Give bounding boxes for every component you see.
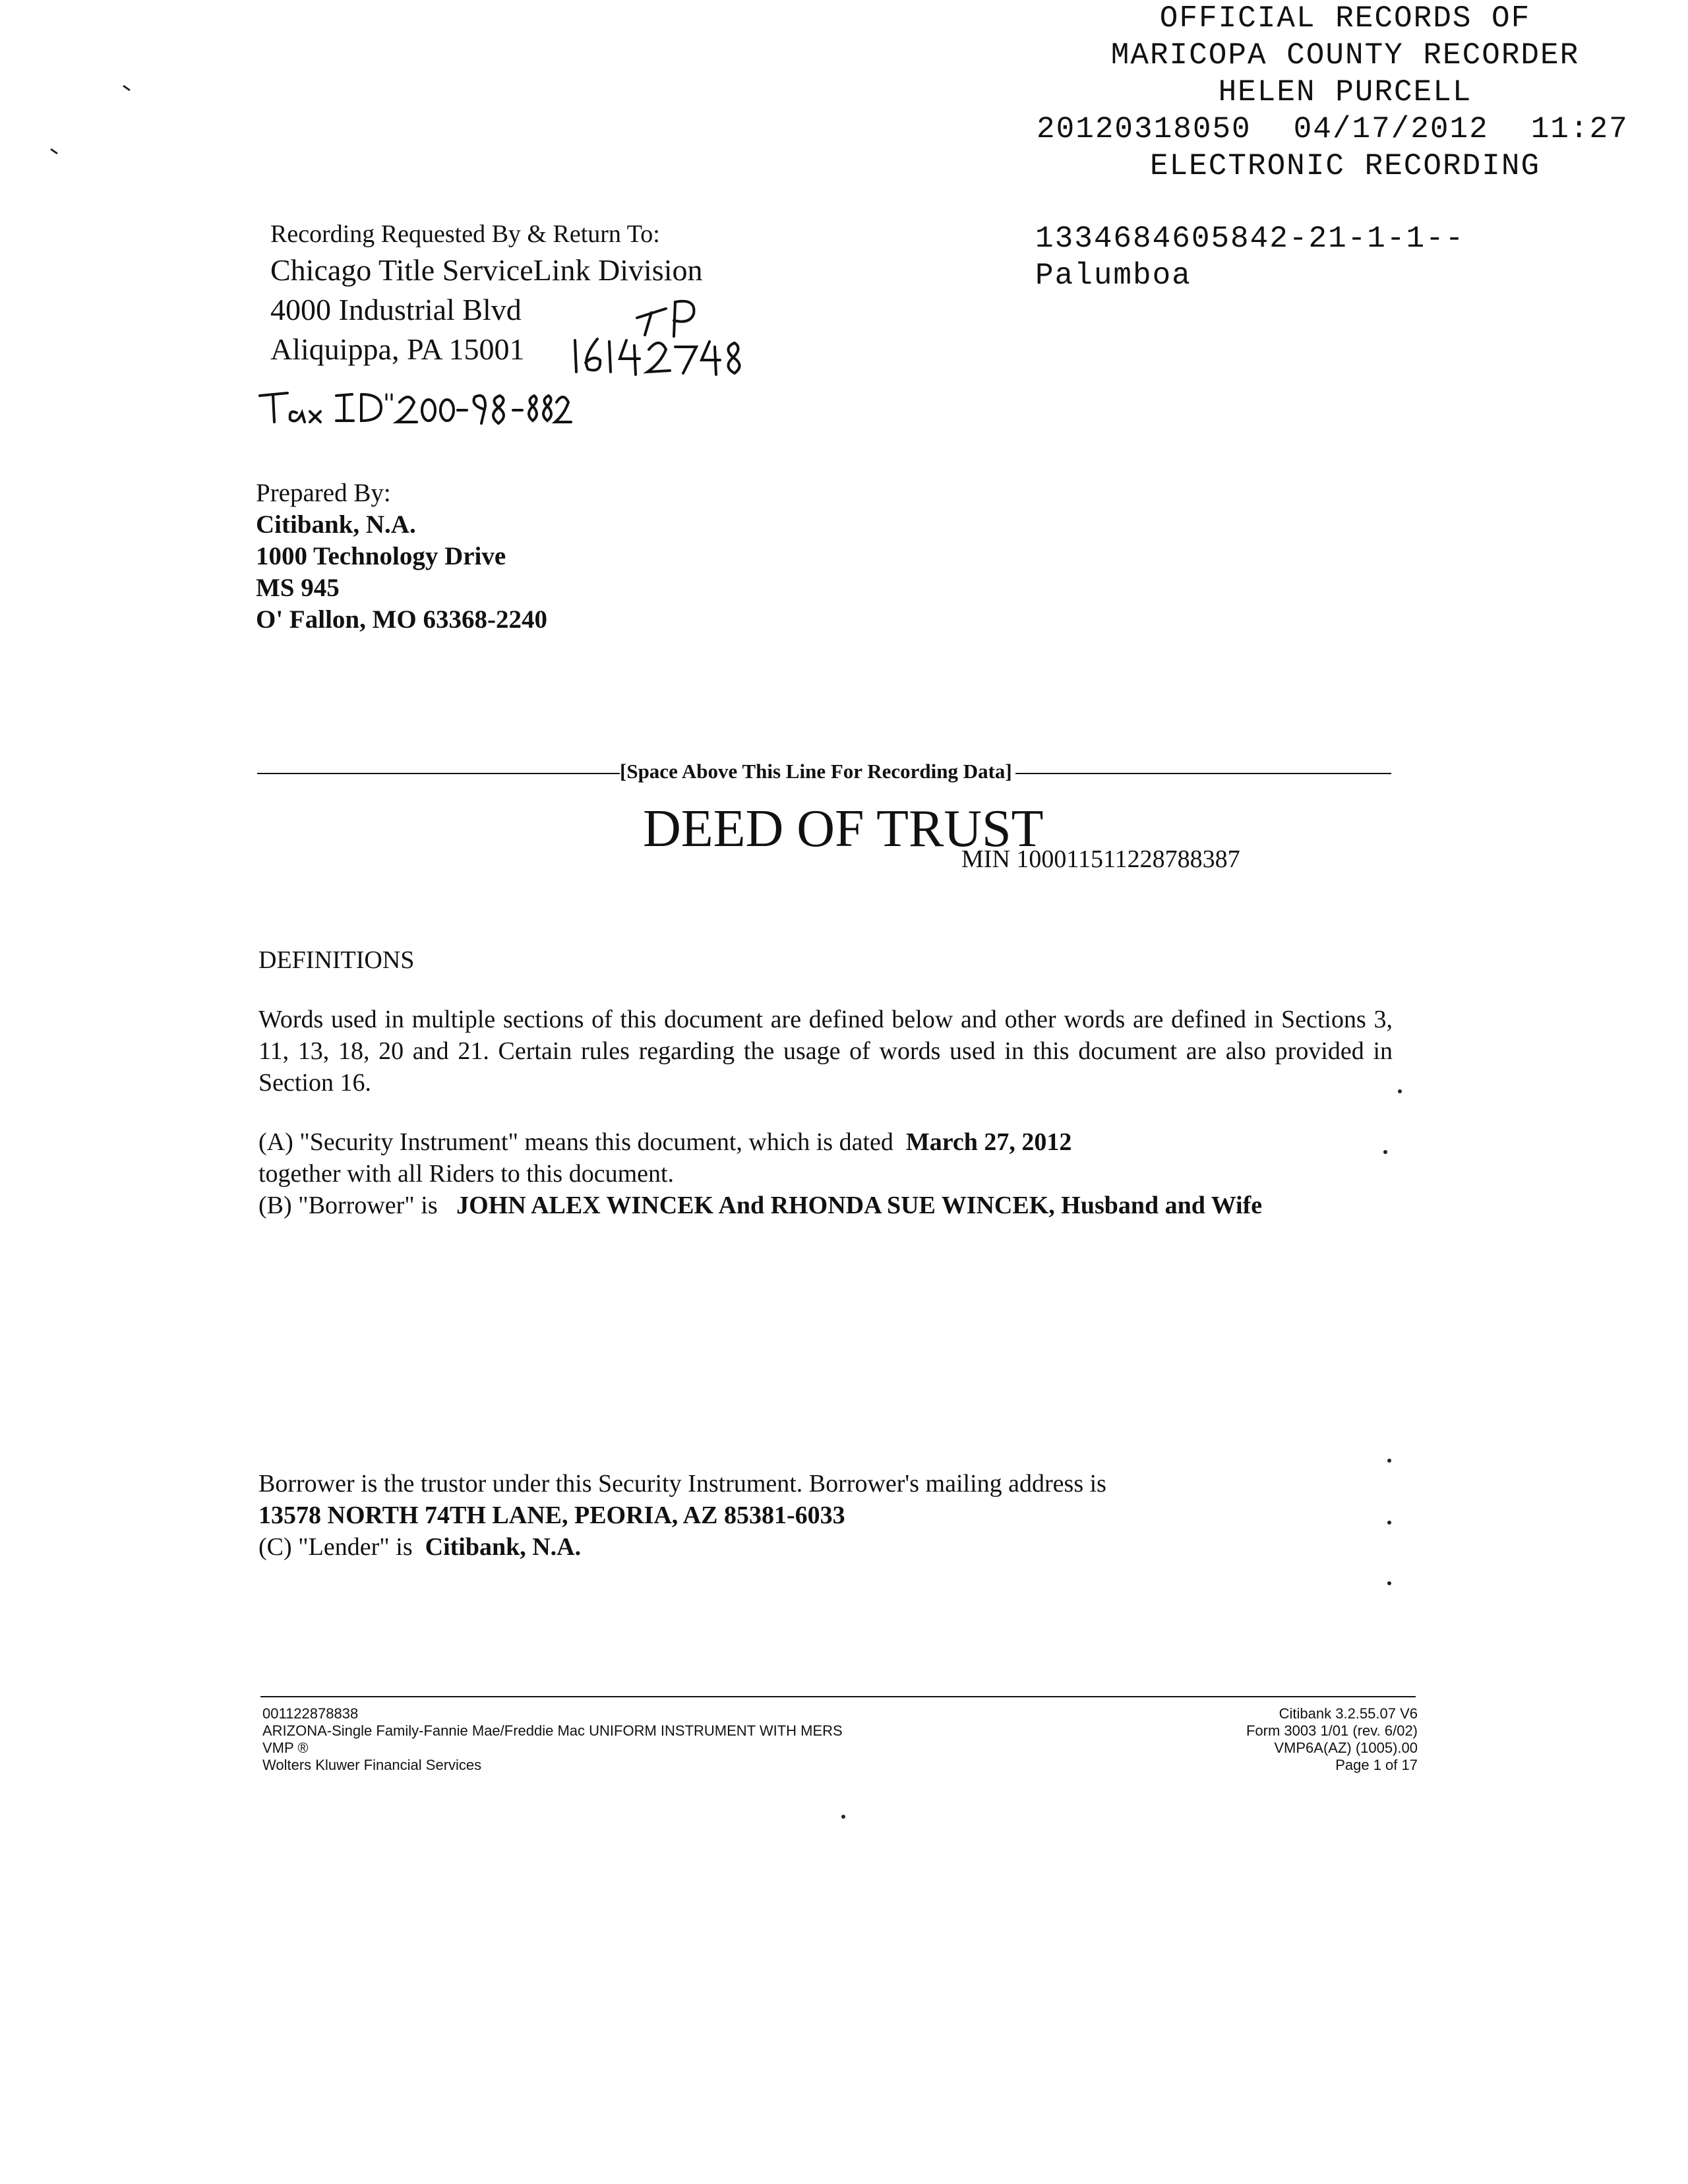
footer-right [1121,1705,1418,1774]
definitions-intro: Words used in multiple sections of this document are defined below and other words are defined in Sections 3, 11, 13, 18, 20 and 21. Certain rules regarding the usage of words used in this document are also provided in Section 16. [258,1006,1393,1097]
footer-form-number: Form 3003 1/01 (rev. 6/02) [1246,1722,1418,1739]
prepared-by-city: O' Fallon, MO 63368-2240 [256,605,547,634]
recording-doc-number: 20120318050 [1037,112,1251,146]
footer-vmp: VMP ® [262,1740,309,1756]
scan-dot [1387,1581,1391,1585]
footer-vmp-code: VMP6A(AZ) (1005).00 [1274,1740,1418,1756]
footer-form-description: ARIZONA-Single Family-Fannie Mae/Freddie Mac UNIFORM INSTRUMENT WITH MERS [262,1722,843,1739]
divider-rule-left [257,773,626,774]
scan-dot [1387,1459,1391,1463]
prepared-by-label: Prepared By: [256,479,391,507]
footer-loan-number: 001122878838 [262,1705,359,1722]
return-to-city: Aliquippa, PA 15001 [270,332,525,366]
footer-version: Citibank 3.2.55.07 V6 [1279,1705,1418,1722]
footer-publisher: Wolters Kluwer Financial Services [262,1757,482,1773]
scan-dot [841,1815,845,1819]
return-to-street: 4000 Industrial Blvd [270,293,522,326]
definition-a [258,1126,1071,1158]
definition-a-date: March 27, 2012 [905,1128,1072,1156]
handwritten-tax-id [256,386,572,429]
recording-id-number: 1334684605842-21-1-1-- [1035,222,1465,256]
scan-dot [1398,1089,1402,1093]
recording-id-name: Palumboa [1035,258,1191,293]
recording-time: 11:27 [1530,112,1629,146]
handwritten-number [570,332,746,380]
prepared-by-company: Citibank, N.A. [256,510,416,539]
recording-data-divider [257,760,1391,786]
definition-b [258,1190,1262,1221]
recording-date: 04/17/2012 [1293,112,1489,146]
definition-c-lender: Citibank, N.A. [425,1533,582,1561]
definition-a-continued: together with all Riders to this document. [258,1160,675,1188]
definition-b-text: (B) "Borrower" is [258,1192,438,1219]
document-title: DEED OF TRUST [643,800,1044,858]
return-to-label: Recording Requested By & Return To: [270,220,660,248]
definition-c-text: (C) "Lender" is [258,1533,413,1561]
prepared-by-block [256,477,547,636]
recorder-line-4 [1029,111,1662,148]
recorder-line-5: ELECTRONIC RECORDING [1149,149,1541,183]
footer-left [262,1705,843,1774]
recorder-line-2: MARICOPA COUNTY RECORDER [1110,38,1580,73]
trustor-statement: Borrower is the trustor under this Security Instrument. Borrower's mailing address is [258,1470,1106,1498]
recorder-line-1: OFFICIAL RECORDS OF [1159,1,1531,36]
definition-b-borrower: JOHN ALEX WINCEK And RHONDA SUE WINCEK, Husband and Wife [456,1192,1263,1219]
scan-dot [1383,1150,1387,1154]
prepared-by-ms: MS 945 [256,574,340,602]
definitions-heading: DEFINITIONS [258,946,415,974]
divider-label: [Space Above This Line For Recording Data] [620,760,1012,783]
footer-page-number: Page 1 of 17 [1335,1757,1418,1773]
recorder-header [1029,0,1662,185]
scan-dot [1387,1521,1391,1525]
definition-c [258,1531,581,1563]
recording-id-block [1035,220,1464,294]
prepared-by-street: 1000 Technology Drive [256,542,506,570]
footer-rule [260,1696,1416,1697]
return-to-company: Chicago Title ServiceLink Division [270,253,703,287]
min-number: MIN 100011511228788387 [961,845,1240,873]
scan-mark [50,148,58,154]
mailing-address: 13578 NORTH 74TH LANE, PEORIA, AZ 85381-6033 [258,1502,845,1529]
divider-rule-right [1015,773,1391,774]
definition-a-text: (A) "Security Instrument" means this document, which is dated [258,1128,893,1156]
scan-mark [123,85,131,91]
recorder-line-3: HELEN PURCELL [1218,75,1472,109]
